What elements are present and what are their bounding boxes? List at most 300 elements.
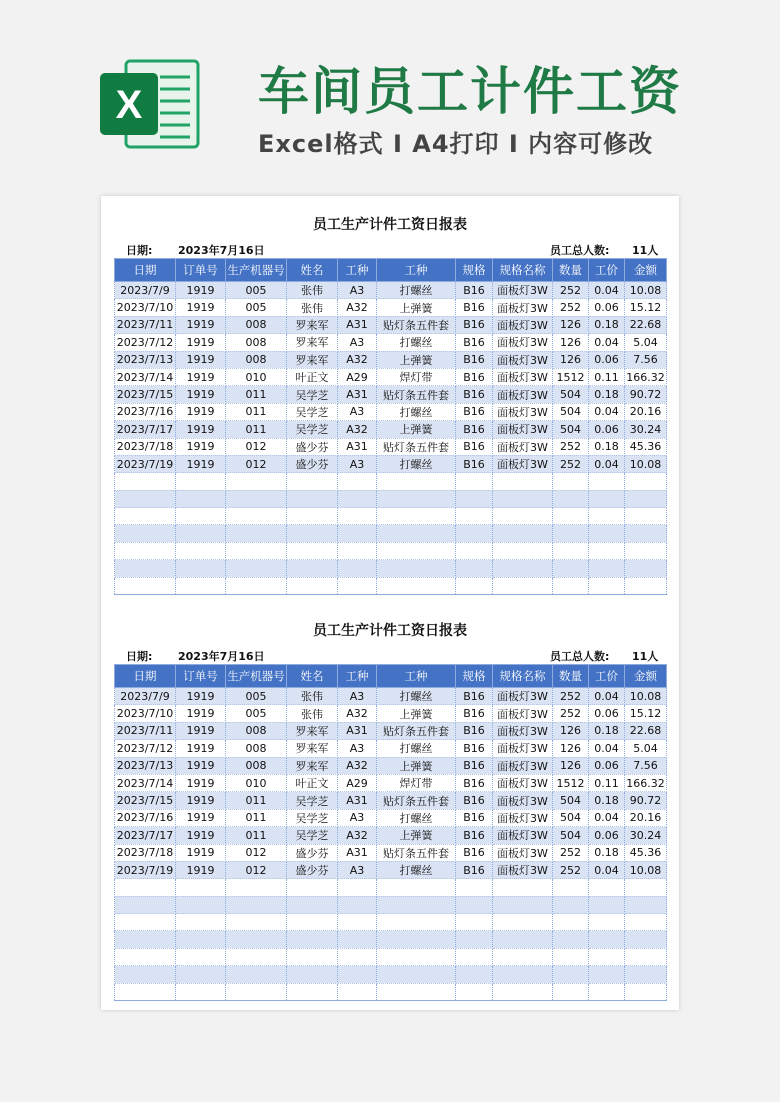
empty-cell[interactable] <box>456 948 493 965</box>
empty-cell[interactable] <box>287 490 338 507</box>
table-cell[interactable]: B16 <box>456 861 493 878</box>
table-cell[interactable]: 0.18 <box>589 722 625 739</box>
table-cell[interactable]: 面板灯3W <box>493 688 553 705</box>
table-cell[interactable]: 面板灯3W <box>493 386 553 403</box>
table-cell[interactable]: B16 <box>456 438 493 455</box>
empty-cell[interactable] <box>625 542 667 559</box>
empty-cell[interactable] <box>456 931 493 948</box>
table-cell[interactable]: 126 <box>553 757 589 774</box>
table-cell[interactable]: 盛少芬 <box>287 438 338 455</box>
table-cell[interactable]: 0.18 <box>589 844 625 861</box>
table-cell[interactable]: 贴灯条五件套 <box>377 438 456 455</box>
table-cell[interactable]: A32 <box>338 351 377 368</box>
empty-cell[interactable] <box>176 473 226 490</box>
table-cell[interactable]: 10.08 <box>625 282 667 299</box>
table-cell[interactable]: B16 <box>456 316 493 333</box>
empty-cell[interactable] <box>553 473 589 490</box>
table-cell[interactable]: 2023/7/12 <box>115 740 176 757</box>
empty-cell[interactable] <box>176 577 226 594</box>
table-cell[interactable]: A32 <box>338 827 377 844</box>
empty-cell[interactable] <box>176 525 226 542</box>
table-cell[interactable]: 010 <box>226 774 287 791</box>
empty-cell[interactable] <box>338 525 377 542</box>
table-cell[interactable]: 面板灯3W <box>493 334 553 351</box>
table-cell[interactable]: 504 <box>553 809 589 826</box>
empty-cell[interactable] <box>377 983 456 1000</box>
table-cell[interactable]: 0.11 <box>589 368 625 385</box>
table-cell[interactable]: A29 <box>338 368 377 385</box>
empty-cell[interactable] <box>553 948 589 965</box>
table-cell[interactable]: 005 <box>226 282 287 299</box>
table-cell[interactable]: 1919 <box>176 705 226 722</box>
table-cell[interactable]: 1919 <box>176 316 226 333</box>
empty-cell[interactable] <box>589 983 625 1000</box>
empty-cell[interactable] <box>456 560 493 577</box>
table-cell[interactable]: 10.08 <box>625 455 667 472</box>
empty-cell[interactable] <box>338 983 377 1000</box>
table-cell[interactable]: 面板灯3W <box>493 792 553 809</box>
table-cell[interactable]: 上弹簧 <box>377 299 456 316</box>
table-cell[interactable]: 打螺丝 <box>377 688 456 705</box>
table-cell[interactable]: 2023/7/16 <box>115 809 176 826</box>
table-cell[interactable]: 2023/7/17 <box>115 421 176 438</box>
table-cell[interactable]: 焊灯带 <box>377 774 456 791</box>
table-cell[interactable]: 252 <box>553 688 589 705</box>
table-cell[interactable]: 0.18 <box>589 316 625 333</box>
table-cell[interactable]: A3 <box>338 455 377 472</box>
table-cell[interactable]: A32 <box>338 421 377 438</box>
table-cell[interactable]: 1919 <box>176 827 226 844</box>
table-cell[interactable]: 15.12 <box>625 299 667 316</box>
table-cell[interactable]: B16 <box>456 351 493 368</box>
table-cell[interactable]: B16 <box>456 386 493 403</box>
table-cell[interactable]: A31 <box>338 722 377 739</box>
empty-cell[interactable] <box>115 525 176 542</box>
table-cell[interactable]: B16 <box>456 282 493 299</box>
table-cell[interactable]: B16 <box>456 757 493 774</box>
table-cell[interactable]: 1919 <box>176 438 226 455</box>
table-cell[interactable]: 15.12 <box>625 705 667 722</box>
table-cell[interactable]: 1919 <box>176 740 226 757</box>
table-cell[interactable]: 504 <box>553 403 589 420</box>
table-cell[interactable]: 吴学芝 <box>287 809 338 826</box>
table-cell[interactable]: 2023/7/12 <box>115 334 176 351</box>
empty-cell[interactable] <box>625 914 667 931</box>
empty-cell[interactable] <box>553 879 589 896</box>
empty-cell[interactable] <box>377 966 456 983</box>
table-cell[interactable]: 张伟 <box>287 299 338 316</box>
empty-cell[interactable] <box>589 896 625 913</box>
table-cell[interactable]: B16 <box>456 722 493 739</box>
empty-cell[interactable] <box>625 983 667 1000</box>
empty-cell[interactable] <box>176 948 226 965</box>
table-cell[interactable]: 011 <box>226 403 287 420</box>
table-cell[interactable]: 面板灯3W <box>493 827 553 844</box>
table-cell[interactable]: 2023/7/13 <box>115 351 176 368</box>
empty-cell[interactable] <box>115 983 176 1000</box>
table-cell[interactable]: 2023/7/14 <box>115 774 176 791</box>
table-cell[interactable]: 罗来军 <box>287 334 338 351</box>
empty-cell[interactable] <box>377 896 456 913</box>
table-cell[interactable]: 2023/7/10 <box>115 705 176 722</box>
empty-cell[interactable] <box>115 560 176 577</box>
empty-cell[interactable] <box>226 931 287 948</box>
table-cell[interactable]: 126 <box>553 316 589 333</box>
empty-cell[interactable] <box>456 473 493 490</box>
table-cell[interactable]: B16 <box>456 368 493 385</box>
table-cell[interactable]: 0.06 <box>589 757 625 774</box>
table-cell[interactable]: 126 <box>553 334 589 351</box>
table-cell[interactable]: 126 <box>553 351 589 368</box>
empty-cell[interactable] <box>287 948 338 965</box>
table-cell[interactable]: 008 <box>226 316 287 333</box>
empty-cell[interactable] <box>456 577 493 594</box>
table-cell[interactable]: A3 <box>338 861 377 878</box>
table-cell[interactable]: 面板灯3W <box>493 705 553 722</box>
table-cell[interactable]: 罗来军 <box>287 757 338 774</box>
table-cell[interactable]: 005 <box>226 705 287 722</box>
table-cell[interactable]: 面板灯3W <box>493 844 553 861</box>
empty-cell[interactable] <box>493 490 553 507</box>
table-cell[interactable]: 打螺丝 <box>377 282 456 299</box>
empty-cell[interactable] <box>553 983 589 1000</box>
table-cell[interactable]: 贴灯条五件套 <box>377 792 456 809</box>
table-cell[interactable]: 0.06 <box>589 827 625 844</box>
table-cell[interactable]: 010 <box>226 368 287 385</box>
table-cell[interactable]: A31 <box>338 844 377 861</box>
table-cell[interactable]: A32 <box>338 299 377 316</box>
empty-cell[interactable] <box>377 542 456 559</box>
table-cell[interactable]: 1919 <box>176 403 226 420</box>
table-cell[interactable]: 上弹簧 <box>377 757 456 774</box>
table-cell[interactable]: 166.32 <box>625 774 667 791</box>
empty-cell[interactable] <box>377 931 456 948</box>
table-cell[interactable]: 0.18 <box>589 386 625 403</box>
table-cell[interactable]: 012 <box>226 844 287 861</box>
empty-cell[interactable] <box>456 914 493 931</box>
table-cell[interactable]: A32 <box>338 757 377 774</box>
table-cell[interactable]: 1919 <box>176 792 226 809</box>
table-cell[interactable]: A3 <box>338 688 377 705</box>
empty-cell[interactable] <box>553 542 589 559</box>
table-cell[interactable]: B16 <box>456 809 493 826</box>
empty-cell[interactable] <box>377 577 456 594</box>
table-cell[interactable]: 面板灯3W <box>493 774 553 791</box>
empty-cell[interactable] <box>176 879 226 896</box>
empty-cell[interactable] <box>553 577 589 594</box>
table-cell[interactable]: 罗来军 <box>287 740 338 757</box>
empty-cell[interactable] <box>287 577 338 594</box>
empty-cell[interactable] <box>338 473 377 490</box>
table-cell[interactable]: 0.04 <box>589 455 625 472</box>
table-cell[interactable]: B16 <box>456 740 493 757</box>
table-cell[interactable]: 0.06 <box>589 421 625 438</box>
table-cell[interactable]: 008 <box>226 351 287 368</box>
table-cell[interactable]: 166.32 <box>625 368 667 385</box>
empty-cell[interactable] <box>625 525 667 542</box>
empty-cell[interactable] <box>625 966 667 983</box>
table-cell[interactable]: B16 <box>456 844 493 861</box>
table-cell[interactable]: 2023/7/19 <box>115 861 176 878</box>
table-cell[interactable]: 90.72 <box>625 386 667 403</box>
table-cell[interactable]: 打螺丝 <box>377 403 456 420</box>
table-cell[interactable]: 1919 <box>176 844 226 861</box>
table-cell[interactable]: B16 <box>456 774 493 791</box>
table-cell[interactable]: B16 <box>456 827 493 844</box>
table-cell[interactable]: 1919 <box>176 282 226 299</box>
table-cell[interactable]: A32 <box>338 705 377 722</box>
empty-cell[interactable] <box>115 931 176 948</box>
table-cell[interactable]: 面板灯3W <box>493 299 553 316</box>
table-cell[interactable]: 1919 <box>176 809 226 826</box>
table-cell[interactable]: 011 <box>226 809 287 826</box>
table-cell[interactable]: 2023/7/10 <box>115 299 176 316</box>
table-cell[interactable]: 打螺丝 <box>377 809 456 826</box>
table-cell[interactable]: B16 <box>456 334 493 351</box>
empty-cell[interactable] <box>493 542 553 559</box>
table-cell[interactable]: 面板灯3W <box>493 757 553 774</box>
empty-cell[interactable] <box>553 966 589 983</box>
table-cell[interactable]: 0.06 <box>589 705 625 722</box>
table-cell[interactable]: 126 <box>553 722 589 739</box>
table-cell[interactable]: 面板灯3W <box>493 722 553 739</box>
empty-cell[interactable] <box>589 966 625 983</box>
empty-cell[interactable] <box>493 525 553 542</box>
table-cell[interactable]: A3 <box>338 282 377 299</box>
table-cell[interactable]: 0.04 <box>589 334 625 351</box>
table-cell[interactable]: 0.04 <box>589 403 625 420</box>
table-cell[interactable]: 0.06 <box>589 351 625 368</box>
table-cell[interactable]: 面板灯3W <box>493 282 553 299</box>
table-cell[interactable]: 012 <box>226 455 287 472</box>
table-cell[interactable]: 7.56 <box>625 351 667 368</box>
empty-cell[interactable] <box>456 490 493 507</box>
empty-cell[interactable] <box>338 577 377 594</box>
empty-cell[interactable] <box>176 966 226 983</box>
table-cell[interactable]: 面板灯3W <box>493 316 553 333</box>
empty-cell[interactable] <box>553 914 589 931</box>
table-cell[interactable]: 叶正文 <box>287 774 338 791</box>
empty-cell[interactable] <box>456 966 493 983</box>
table-cell[interactable]: 0.18 <box>589 792 625 809</box>
table-cell[interactable]: B16 <box>456 403 493 420</box>
empty-cell[interactable] <box>287 983 338 1000</box>
empty-cell[interactable] <box>176 542 226 559</box>
table-cell[interactable]: 0.18 <box>589 438 625 455</box>
table-cell[interactable]: 1919 <box>176 386 226 403</box>
table-cell[interactable]: 90.72 <box>625 792 667 809</box>
empty-cell[interactable] <box>287 542 338 559</box>
table-cell[interactable]: A31 <box>338 386 377 403</box>
empty-cell[interactable] <box>115 542 176 559</box>
table-cell[interactable]: 打螺丝 <box>377 334 456 351</box>
table-cell[interactable]: 5.04 <box>625 740 667 757</box>
empty-cell[interactable] <box>456 525 493 542</box>
table-cell[interactable]: 吴学芝 <box>287 827 338 844</box>
table-cell[interactable]: 罗来军 <box>287 316 338 333</box>
empty-cell[interactable] <box>493 931 553 948</box>
empty-cell[interactable] <box>589 560 625 577</box>
empty-cell[interactable] <box>176 560 226 577</box>
empty-cell[interactable] <box>287 560 338 577</box>
table-cell[interactable]: 面板灯3W <box>493 368 553 385</box>
empty-cell[interactable] <box>287 508 338 525</box>
empty-cell[interactable] <box>338 560 377 577</box>
empty-cell[interactable] <box>176 914 226 931</box>
table-cell[interactable]: 7.56 <box>625 757 667 774</box>
table-cell[interactable]: 吴学芝 <box>287 792 338 809</box>
empty-cell[interactable] <box>338 542 377 559</box>
empty-cell[interactable] <box>338 948 377 965</box>
empty-cell[interactable] <box>589 931 625 948</box>
empty-cell[interactable] <box>456 983 493 1000</box>
table-cell[interactable]: 叶正文 <box>287 368 338 385</box>
empty-cell[interactable] <box>625 560 667 577</box>
table-cell[interactable]: 0.11 <box>589 774 625 791</box>
table-cell[interactable]: 2023/7/15 <box>115 386 176 403</box>
empty-cell[interactable] <box>589 879 625 896</box>
table-cell[interactable]: 0.06 <box>589 299 625 316</box>
empty-cell[interactable] <box>287 525 338 542</box>
table-cell[interactable]: 0.04 <box>589 688 625 705</box>
empty-cell[interactable] <box>553 508 589 525</box>
table-cell[interactable]: 1919 <box>176 688 226 705</box>
table-cell[interactable]: 盛少芬 <box>287 861 338 878</box>
empty-cell[interactable] <box>625 508 667 525</box>
table-cell[interactable]: 5.04 <box>625 334 667 351</box>
table-cell[interactable]: 011 <box>226 827 287 844</box>
empty-cell[interactable] <box>176 490 226 507</box>
empty-cell[interactable] <box>589 914 625 931</box>
empty-cell[interactable] <box>377 490 456 507</box>
table-cell[interactable]: 012 <box>226 861 287 878</box>
table-cell[interactable]: 1512 <box>553 368 589 385</box>
empty-cell[interactable] <box>226 473 287 490</box>
table-cell[interactable]: 0.04 <box>589 809 625 826</box>
table-cell[interactable]: 贴灯条五件套 <box>377 844 456 861</box>
table-cell[interactable]: 2023/7/14 <box>115 368 176 385</box>
empty-cell[interactable] <box>338 931 377 948</box>
table-cell[interactable]: B16 <box>456 455 493 472</box>
empty-cell[interactable] <box>625 577 667 594</box>
table-cell[interactable]: 1919 <box>176 455 226 472</box>
table-cell[interactable]: 126 <box>553 740 589 757</box>
table-cell[interactable]: 张伟 <box>287 688 338 705</box>
empty-cell[interactable] <box>338 508 377 525</box>
table-cell[interactable]: 504 <box>553 827 589 844</box>
table-cell[interactable]: B16 <box>456 421 493 438</box>
empty-cell[interactable] <box>589 542 625 559</box>
table-cell[interactable]: 2023/7/19 <box>115 455 176 472</box>
empty-cell[interactable] <box>589 490 625 507</box>
table-cell[interactable]: 10.08 <box>625 861 667 878</box>
table-cell[interactable]: 上弹簧 <box>377 827 456 844</box>
table-cell[interactable]: 贴灯条五件套 <box>377 316 456 333</box>
table-cell[interactable]: 盛少芬 <box>287 844 338 861</box>
empty-cell[interactable] <box>456 896 493 913</box>
empty-cell[interactable] <box>287 966 338 983</box>
table-cell[interactable]: 252 <box>553 705 589 722</box>
empty-cell[interactable] <box>226 508 287 525</box>
empty-cell[interactable] <box>589 473 625 490</box>
table-cell[interactable]: 面板灯3W <box>493 861 553 878</box>
empty-cell[interactable] <box>589 508 625 525</box>
empty-cell[interactable] <box>338 914 377 931</box>
empty-cell[interactable] <box>589 948 625 965</box>
empty-cell[interactable] <box>625 879 667 896</box>
table-cell[interactable]: 上弹簧 <box>377 351 456 368</box>
table-cell[interactable]: 2023/7/13 <box>115 757 176 774</box>
empty-cell[interactable] <box>115 879 176 896</box>
table-cell[interactable]: 1919 <box>176 722 226 739</box>
table-cell[interactable]: A31 <box>338 316 377 333</box>
table-cell[interactable]: 0.04 <box>589 861 625 878</box>
table-cell[interactable]: B16 <box>456 792 493 809</box>
empty-cell[interactable] <box>553 490 589 507</box>
empty-cell[interactable] <box>553 896 589 913</box>
empty-cell[interactable] <box>115 577 176 594</box>
empty-cell[interactable] <box>176 896 226 913</box>
empty-cell[interactable] <box>589 525 625 542</box>
table-cell[interactable]: A3 <box>338 334 377 351</box>
table-cell[interactable]: 30.24 <box>625 421 667 438</box>
empty-cell[interactable] <box>493 508 553 525</box>
empty-cell[interactable] <box>176 508 226 525</box>
empty-cell[interactable] <box>287 931 338 948</box>
table-cell[interactable]: 252 <box>553 299 589 316</box>
empty-cell[interactable] <box>377 879 456 896</box>
table-cell[interactable]: 面板灯3W <box>493 403 553 420</box>
table-cell[interactable]: 2023/7/9 <box>115 282 176 299</box>
table-cell[interactable]: 011 <box>226 792 287 809</box>
empty-cell[interactable] <box>377 473 456 490</box>
table-cell[interactable]: 008 <box>226 334 287 351</box>
empty-cell[interactable] <box>226 966 287 983</box>
table-cell[interactable]: 45.36 <box>625 844 667 861</box>
empty-cell[interactable] <box>338 490 377 507</box>
table-cell[interactable]: 吴学芝 <box>287 403 338 420</box>
empty-cell[interactable] <box>226 577 287 594</box>
empty-cell[interactable] <box>115 490 176 507</box>
table-cell[interactable]: 上弹簧 <box>377 705 456 722</box>
table-cell[interactable]: 面板灯3W <box>493 740 553 757</box>
table-cell[interactable]: 0.04 <box>589 282 625 299</box>
empty-cell[interactable] <box>287 879 338 896</box>
table-cell[interactable]: 2023/7/18 <box>115 844 176 861</box>
table-cell[interactable]: 2023/7/17 <box>115 827 176 844</box>
table-cell[interactable]: 008 <box>226 757 287 774</box>
table-cell[interactable]: 252 <box>553 282 589 299</box>
empty-cell[interactable] <box>115 966 176 983</box>
table-cell[interactable]: 005 <box>226 688 287 705</box>
table-cell[interactable]: 1919 <box>176 299 226 316</box>
empty-cell[interactable] <box>377 560 456 577</box>
table-cell[interactable]: B16 <box>456 705 493 722</box>
table-cell[interactable]: 1919 <box>176 368 226 385</box>
empty-cell[interactable] <box>226 542 287 559</box>
empty-cell[interactable] <box>625 896 667 913</box>
empty-cell[interactable] <box>287 914 338 931</box>
table-cell[interactable]: A3 <box>338 403 377 420</box>
empty-cell[interactable] <box>493 966 553 983</box>
table-cell[interactable]: 打螺丝 <box>377 455 456 472</box>
table-cell[interactable]: B16 <box>456 688 493 705</box>
table-cell[interactable]: 吴学芝 <box>287 421 338 438</box>
empty-cell[interactable] <box>115 896 176 913</box>
table-cell[interactable]: 1919 <box>176 421 226 438</box>
table-cell[interactable]: 008 <box>226 722 287 739</box>
empty-cell[interactable] <box>287 896 338 913</box>
